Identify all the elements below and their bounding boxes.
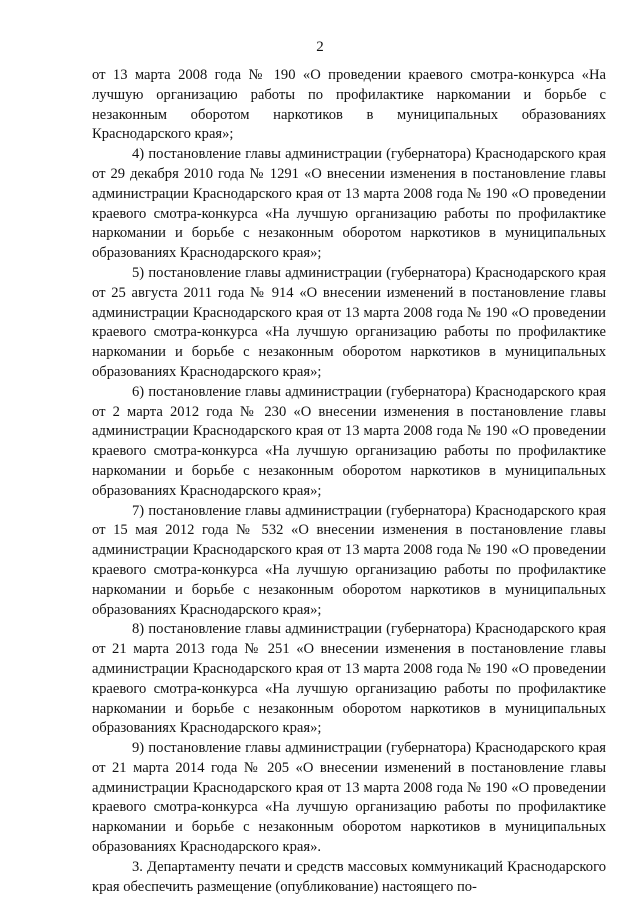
page-number: 2 xyxy=(316,39,324,55)
paragraph-item-5: 5) постановление главы администрации (губернатора) Краснодарского края от 25 августа 2011 года № 914 «О внесении изменений в постановление главы администрации Краснодарского края от 13 марта 2008 года № 190 «О проведении краевого смотра-конкурса «На лучшую организацию работы по профилактике наркомании и борьбе с незаконным оборотом наркотиков в муниципальных образованиях Краснодарского края»; xyxy=(92,264,606,380)
paragraph-continuation: от 13 марта 2008 года № 190 «О проведении краевого смотра-конкурса «На лучшую организацию работы по профилактике наркомании и борьбе с незаконным оборотом наркотиков в муниципальных образованиях Краснодарского края»; xyxy=(92,67,606,143)
paragraph-section-3: 3. Департаменту печати и средств массовых коммуникаций Краснодарского края обеспечить размещение (опубликование) настоящего по- xyxy=(92,858,606,895)
paragraph-item-4: 4) постановление главы администрации (губернатора) Краснодарского края от 29 декабря 2010 года № 1291 «О внесении изменения в постановление главы администрации Краснодарского края от 13 марта 2008 года № 190 «О проведении краевого смотра-конкурса «На лучшую организацию работы по профилактике наркомании и борьбе с незаконным оборотом наркотиков в муниципальных образованиях Краснодарского края»; xyxy=(92,146,606,262)
paragraph-item-7: 7) постановление главы администрации (губернатора) Краснодарского края от 15 мая 2012 года № 532 «О внесении изменения в постановление главы администрации Краснодарского края от 13 марта 2008 года № 190 «О проведении краевого смотра-конкурса «На лучшую организацию работы по профилактике наркомании и борьбе с незаконным оборотом наркотиков в муниципальных образованиях Краснодарского края»; xyxy=(92,502,606,618)
paragraph-item-8: 8) постановление главы администрации (губернатора) Краснодарского края от 21 марта 2013 года № 251 «О внесении изменения в постановление главы администрации Краснодарского края от 13 марта 2008 года № 190 «О проведении краевого смотра-конкурса «На лучшую организацию работы по профилактике наркомании и борьбе с незаконным оборотом наркотиков в муниципальных образованиях Краснодарского края»; xyxy=(92,621,606,737)
paragraph-item-6: 6) постановление главы администрации (губернатора) Краснодарского края от 2 марта 2012 года № 230 «О внесении изменения в постановление главы администрации Краснодарского края от 13 марта 2008 года № 190 «О проведении краевого смотра-конкурса «На лучшую организацию работы по профилактике наркомании и борьбе с незаконным оборотом наркотиков в муниципальных образованиях Краснодарского края»; xyxy=(92,383,606,499)
paragraph-item-9: 9) постановление главы администрации (губернатора) Краснодарского края от 21 марта 2014 года № 205 «О внесении изменений в постановление главы администрации Краснодарского края от 13 марта 2008 года № 190 «О проведении краевого смотра-конкурса «На лучшую организацию работы по профилактике наркомании и борьбе с незаконным оборотом наркотиков в муниципальных образованиях Краснодарского края». xyxy=(92,740,606,856)
document-body xyxy=(92,66,606,897)
